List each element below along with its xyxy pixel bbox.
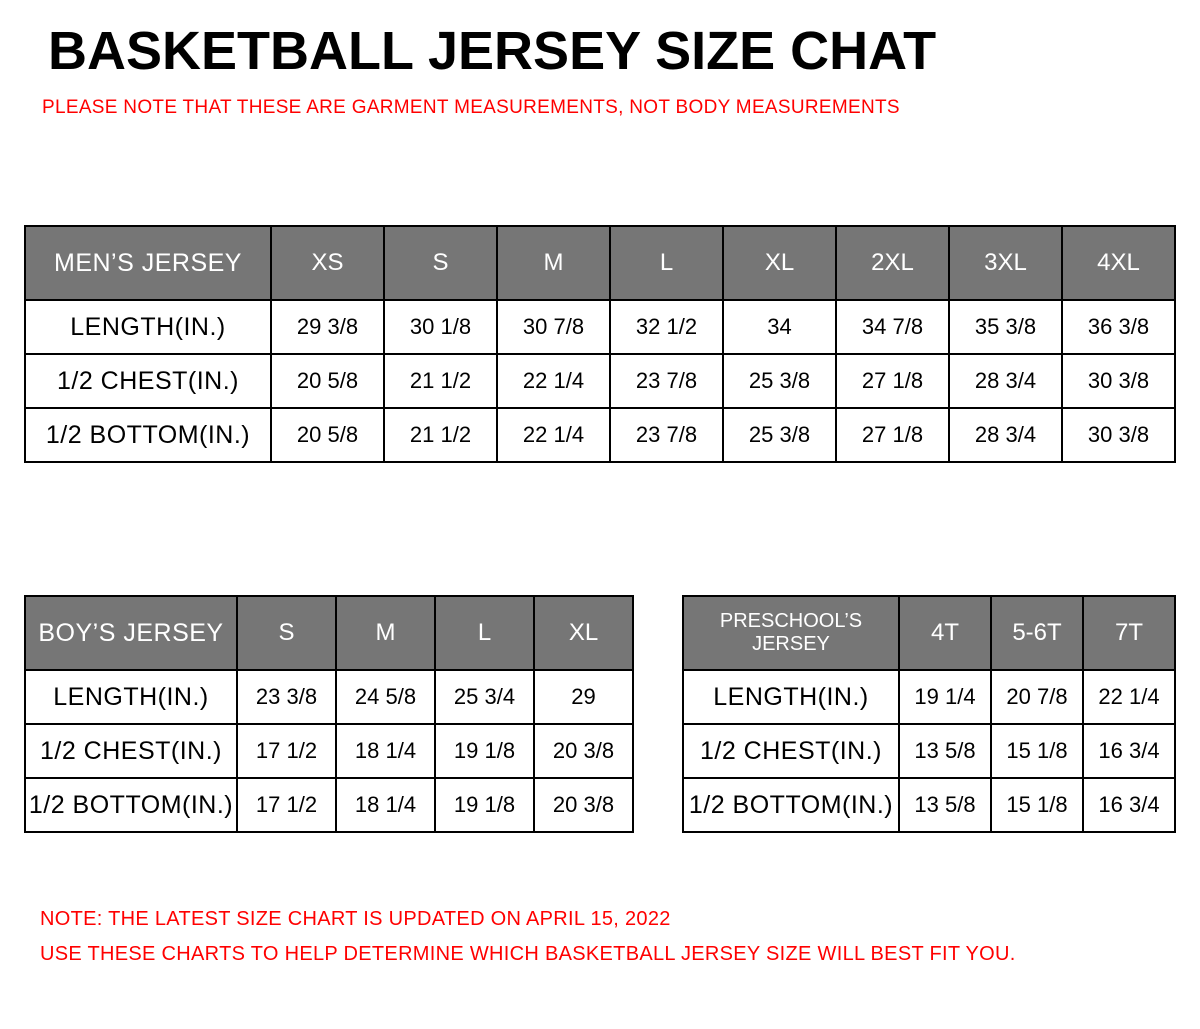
- table-row: [25, 778, 633, 832]
- cell: 32 1/2: [610, 300, 723, 354]
- column-header-5-6t: 5-6T: [991, 596, 1083, 670]
- table-row: [683, 778, 1175, 832]
- cell: 22 1/4: [497, 408, 610, 462]
- cell: 25 3/8: [723, 408, 836, 462]
- row-label: 1/2 BOTTOM(IN.): [25, 408, 271, 462]
- cell: 16 3/4: [1083, 778, 1175, 832]
- column-header-s: S: [237, 596, 336, 670]
- column-header-4xl: 4XL: [1062, 226, 1175, 300]
- bottom-note-update: NOTE: THE LATEST SIZE CHART IS UPDATED ON APRIL 15, 2022: [40, 908, 671, 930]
- column-header-l: L: [610, 226, 723, 300]
- bottom-note-usage: USE THESE CHARTS TO HELP DETERMINE WHICH BASKETBALL JERSEY SIZE WILL BEST FIT YOU.: [40, 943, 1016, 965]
- page-title: BASKETBALL JERSEY SIZE CHAT: [48, 21, 937, 81]
- cell: 18 1/4: [336, 778, 435, 832]
- cell: 22 1/4: [1083, 670, 1175, 724]
- table-row: [25, 408, 1175, 462]
- cell: 20 3/8: [534, 778, 633, 832]
- table-row: [683, 670, 1175, 724]
- cell: 34: [723, 300, 836, 354]
- cell: 13 5/8: [899, 724, 991, 778]
- table-header-row: [25, 226, 1175, 300]
- bottom-notes: [40, 902, 1016, 972]
- table-row: [25, 300, 1175, 354]
- cell: 28 3/4: [949, 354, 1062, 408]
- cell: 23 7/8: [610, 408, 723, 462]
- cell: 34 7/8: [836, 300, 949, 354]
- row-label: 1/2 CHEST(IN.): [25, 354, 271, 408]
- column-header-title: BOY’S JERSEY: [25, 596, 237, 670]
- cell: 35 3/8: [949, 300, 1062, 354]
- cell: 19 1/8: [435, 778, 534, 832]
- cell: 13 5/8: [899, 778, 991, 832]
- cell: 29 3/8: [271, 300, 384, 354]
- cell: 30 1/8: [384, 300, 497, 354]
- column-header-4t: 4T: [899, 596, 991, 670]
- mens-jersey-size-table: [24, 225, 1176, 463]
- column-header-xl: XL: [534, 596, 633, 670]
- column-header-title: MEN’S JERSEY: [25, 226, 271, 300]
- row-label: LENGTH(IN.): [25, 300, 271, 354]
- table-row: [25, 724, 633, 778]
- cell: 23 3/8: [237, 670, 336, 724]
- table-row: [683, 724, 1175, 778]
- boys-jersey-size-table: [24, 595, 634, 833]
- column-header-m: M: [497, 226, 610, 300]
- column-header-2xl: 2XL: [836, 226, 949, 300]
- column-header-s: S: [384, 226, 497, 300]
- row-label: 1/2 CHEST(IN.): [25, 724, 237, 778]
- cell: 24 5/8: [336, 670, 435, 724]
- cell: 20 5/8: [271, 354, 384, 408]
- cell: 20 7/8: [991, 670, 1083, 724]
- column-header-3xl: 3XL: [949, 226, 1062, 300]
- row-label: LENGTH(IN.): [683, 670, 899, 724]
- cell: 21 1/2: [384, 354, 497, 408]
- cell: 30 3/8: [1062, 354, 1175, 408]
- column-header-title: PRESCHOOL’S JERSEY: [683, 596, 899, 670]
- cell: 20 3/8: [534, 724, 633, 778]
- row-label: 1/2 CHEST(IN.): [683, 724, 899, 778]
- lower-tables-container: [24, 595, 1176, 833]
- cell: 19 1/8: [435, 724, 534, 778]
- table-header-row: [683, 596, 1175, 670]
- cell: 16 3/4: [1083, 724, 1175, 778]
- size-chart-page: [0, 22, 1200, 1029]
- cell: 23 7/8: [610, 354, 723, 408]
- column-header-l: L: [435, 596, 534, 670]
- cell: 20 5/8: [271, 408, 384, 462]
- cell: 19 1/4: [899, 670, 991, 724]
- cell: 17 1/2: [237, 778, 336, 832]
- cell: 25 3/4: [435, 670, 534, 724]
- table-row: [25, 670, 633, 724]
- cell: 27 1/8: [836, 408, 949, 462]
- column-header-xl: XL: [723, 226, 836, 300]
- column-header-7t: 7T: [1083, 596, 1175, 670]
- cell: 28 3/4: [949, 408, 1062, 462]
- cell: 25 3/8: [723, 354, 836, 408]
- cell: 30 3/8: [1062, 408, 1175, 462]
- table-row: [25, 354, 1175, 408]
- table-header-row: [25, 596, 633, 670]
- cell: 27 1/8: [836, 354, 949, 408]
- column-header-m: M: [336, 596, 435, 670]
- cell: 22 1/4: [497, 354, 610, 408]
- cell: 15 1/8: [991, 778, 1083, 832]
- cell: 30 7/8: [497, 300, 610, 354]
- cell: 17 1/2: [237, 724, 336, 778]
- cell: 36 3/8: [1062, 300, 1175, 354]
- cell: 18 1/4: [336, 724, 435, 778]
- row-label: 1/2 BOTTOM(IN.): [25, 778, 237, 832]
- preschool-jersey-size-table: [682, 595, 1176, 833]
- cell: 21 1/2: [384, 408, 497, 462]
- column-header-xs: XS: [271, 226, 384, 300]
- row-label: LENGTH(IN.): [25, 670, 237, 724]
- cell: 29: [534, 670, 633, 724]
- cell: 15 1/8: [991, 724, 1083, 778]
- row-label: 1/2 BOTTOM(IN.): [683, 778, 899, 832]
- top-note: PLEASE NOTE THAT THESE ARE GARMENT MEASUREMENTS, NOT BODY MEASUREMENTS: [42, 97, 900, 119]
